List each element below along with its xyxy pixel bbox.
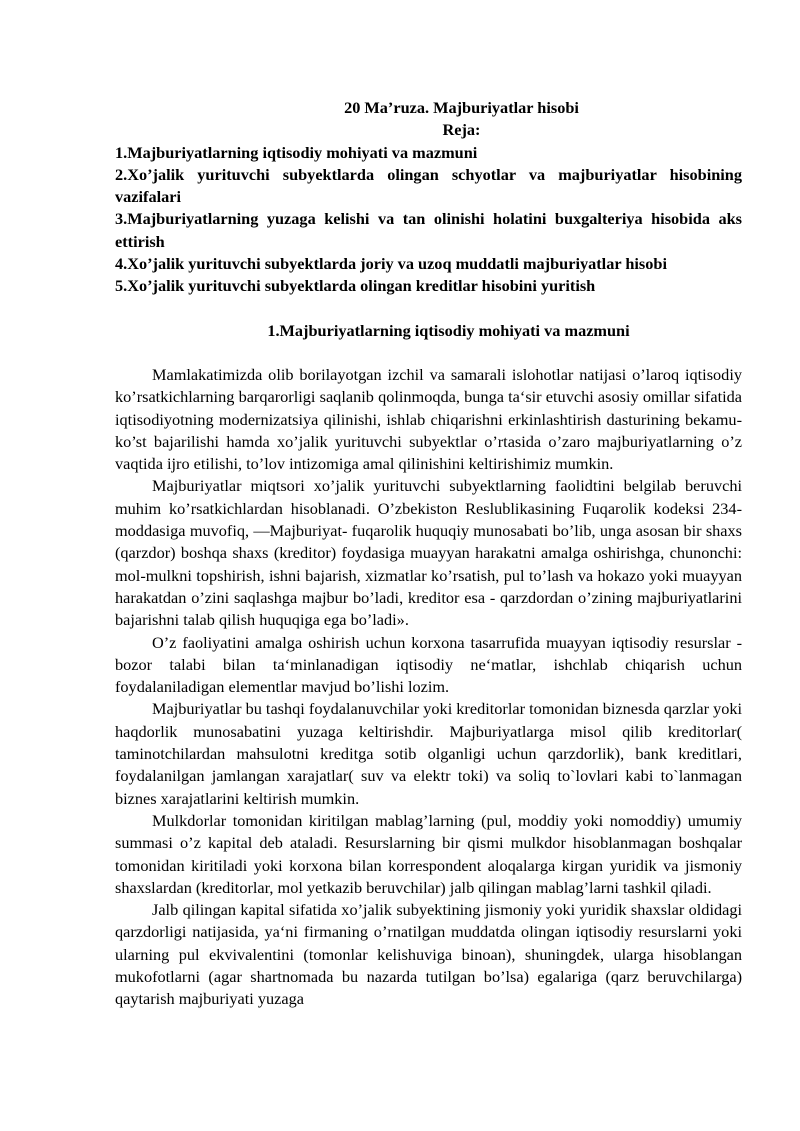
body-paragraph: Mamlakatimizda olib borilayotgan izchil va samarali islohotlar natijasi o’laroq iqtisodiy ko’rsatkichlarning barqarorligi saqlanib qolinmoqda, bunga ta‘sir etuvchi asosiy omillar sifatida iqtisodiyotning modernizatsiya qilinishi, ishlab chiqarishni erkinlashtirish dasturining bekamu-ko’st bajarilishi hamda xo’jalik yurituvchi subyektlar o’rtasida o’zaro majburiyatlarning o’z vaqtida ijro etilishi, to’lov intizomiga amal qilinishini keltirishimiz mumkin. [115,364,742,474]
plan-item: 4.Xo’jalik yurituvchi subyektlarda joriy va uzoq muddatli majburiyatlar hisobi [115,254,667,274]
plan-item: 1.Majburiyatlarning iqtisodiy mohiyati va mazmuni [115,142,478,162]
body-paragraph: Majburiyatlar miqtsori xo’jalik yurituvchi subyektlarning faolidtini belgilab beruvchi muhim ko’rsatkichlardan hisoblanadi. O’zbekiston Reslublikasining Fuqarolik kodeksi 234-moddasiga muvofiq, ―Majburiyat- fuqarolik huquqiy munosabati bo’lib, unga asosan bir shaxs (qarzdor) boshqa shaxs (kreditor) foydasiga muayyan harakatni amalga oshirishga, chunonchi: mol-mulkni topshirish, ishni bajarish, xizmatlar ko’rsatish, pul to’lash va hokazo yoki muayyan harakatdan o’zini saqlashga majbur bo’ladi, kreditor esa - qarzdordan o’zining majburiyatlarini bajarishni talab qilish huquqiga ega bo’ladi». [115,476,742,630]
document-title: 20 Ma’ruza. Majburiyatlar hisobi [344,98,579,117]
body-paragraph: O’z faoliyatini amalga oshirish uchun korxona tasarrufida muayyan iqtisodiy resurslar - bozor talabi bilan ta‘minlanadigan iqtisodiy ne‘matlar, ishchlab chiqarish uchun foydalaniladigan elementlar mavjud bo’lishi lozim. [115,632,742,697]
plan-item: 3.Majburiyatlarning yuzaga kelishi va tan olinishi holatini buxgalteriya hisobida aks ettirish [115,209,742,251]
document-page [115,97,742,1011]
plan-item: 5.Xo’jalik yurituvchi subyektlarda olingan kreditlar hisobini yuritish [115,276,596,296]
body-paragraph: Jalb qilingan kapital sifatida xo’jalik subyektining jismoniy yoki yuridik shaxslar oldidagi qarzdorligi natijasida, ya‘ni firmaning o’rnatilgan muddatda olingan iqtisodiy resurslarni yoki ularning pul ekvivalentini (tomonlar kelishuviga binoan), shuningdek, ularga hisoblangan mukofotlarni (agar shartnomada bu nazarda tutilgan bo’lsa) egalariga (qarz beruvchilarga) qaytarish majburiyati yuzaga [115,900,742,1009]
plan-heading: Reja: [442,120,481,140]
plan-list [115,142,742,298]
body-paragraph: Mulkdorlar tomonidan kiritilgan mablag’larning (pul, moddiy yoki nomoddiy) umumiy summasi o’z kapital deb ataladi. Resurslarning bir qismi mulkdor hisoblanmagan boshqalar tomonidan kiritiladi yoki korxona bilan korrespondent aloqalarga kirgan yuridik va jismoniy shaxslardan (kreditorlar, mol yetkazib beruvchilar) jalb qilingan mablag’larni tashkil qiladi. [115,810,742,897]
plan-item: 2.Xo’jalik yurituvchi subyektlarda olingan schyotlar va majburiyatlar hisobining vazifalari [115,164,742,207]
section-heading: 1.Majburiyatlarning iqtisodiy mohiyati va mazmuni [267,320,630,340]
body-paragraph: Majburiyatlar bu tashqi foydalanuvchilar yoki kreditorlar tomonidan biznesda qarzlar yoki haqdorlik munosabatini yuzaga keltirishdir. Majburiyatlarga misol qilib kreditorlar( taminotchilardan mahsulotni kreditga sotib olganligi uchun qarzdorlik), bank kreditlari, foydalanilgan jamlangan xarajatlar( suv va elektr toki) va soliq to`lovlari kabi to`lanmagan biznes xarajatlarini keltirish mumkin. [115,699,743,808]
